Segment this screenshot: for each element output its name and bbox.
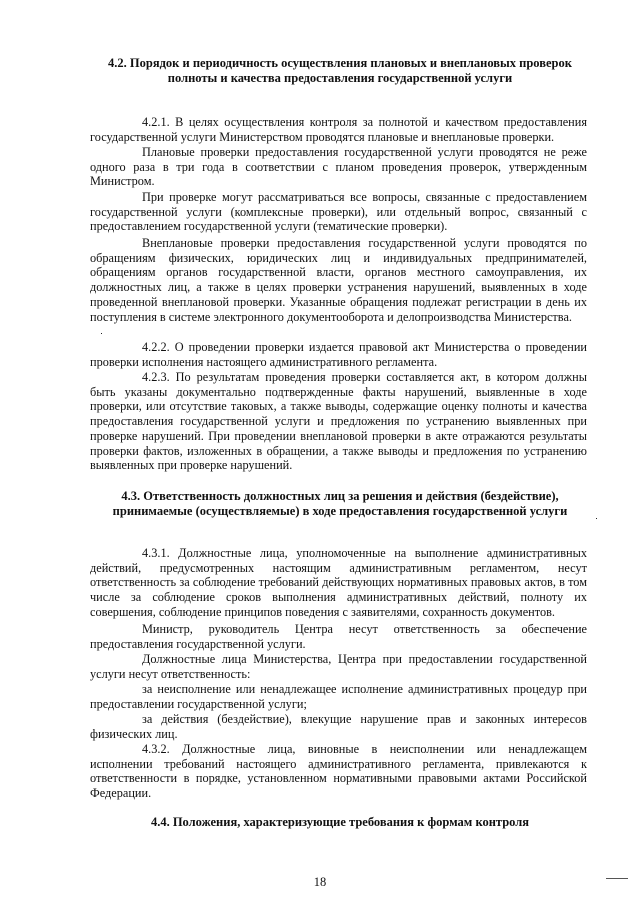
section-4-3-title: 4.3. Ответственность должностных лиц за решения и действия (бездействие), принимаемые (осуществляемые) в ходе предоставления государственной услуги <box>112 489 568 518</box>
paragraph-4-2-2: 4.2.2. О проведении проверки издается правовой акт Министерства о проведении проверки исполнения настоящего административного регламента. <box>90 340 587 369</box>
paragraph-4-3-1: 4.3.1. Должностные лица, уполномоченные на выполнение административных действий, предусмотренных настоящим административным регламентом, несут ответственность за соблюдение требований действующих нормативных правовых актов, в том числе за соблюдение сроков выполнения административных действий, полноту их совершения, соблюдение принципов поведения с заявителями, сохранность документов. <box>90 546 587 619</box>
paragraph-4-2-3: 4.2.3. По результатам проведения проверки составляется акт, в котором должны быть указаны документально подтвержденные факты нарушений, выявленные в ходе проверки, или отсутствие таковых, а также выводы, содержащие оценку полноты и качества предоставления государственной услуги и предложения по устранению выявленных при проверке нарушений. При проведении внеплановой проверки в акте отражаются результаты проверки фактов, изложенных в обращении, а также выводы и предложения по устранению выявленных при проверке нарушений. <box>90 370 587 473</box>
paragraph-minister-responsibility: Министр, руководитель Центра несут ответственность за обеспечение предоставления государственной услуги. <box>90 622 587 651</box>
paragraph-officials-responsibility: Должностные лица Министерства, Центра при предоставлении государственной услуги несут ответственность: <box>90 652 587 681</box>
paragraph-failure-responsibility: за неисполнение или ненадлежащее исполнение административных процедур при предоставлении государственной услуги; <box>90 682 587 711</box>
page-number: 18 <box>313 875 327 889</box>
section-4-4-title: 4.4. Положения, характеризующие требования к формам контроля <box>150 815 530 829</box>
paragraph-unplanned-checks: Внеплановые проверки предоставления государственной услуги проводятся по обращениям физических, юридических лиц и индивидуальных предпринимателей, обращениям органов государственной власти, органов местного самоуправления, их должностных лиц, а также в целях проверки устранения нарушений, выявленных в ходе проведенной внеплановой проверки. Указанные обращения подлежат регистрации в день их поступления в системе электронного документооборота и делопроизводства Министерства. <box>90 236 587 324</box>
scan-speck <box>101 333 102 334</box>
section-4-2-title: 4.2. Порядок и периодичность осуществления плановых и внеплановых проверок полноты и качества предоставления государственной услуги <box>108 56 572 85</box>
scan-edge-mark <box>606 878 628 879</box>
paragraph-planned-checks: Плановые проверки предоставления государственной услуги проводятся не реже одного раза в три года в соответствии с планом проведения проверок, утвержденным Министром. <box>90 145 587 189</box>
paragraph-check-scope: При проверке могут рассматриваться все вопросы, связанные с предоставлением государственной услуги (комплексные проверки), или отдельный вопрос, связанный с предоставлением государственной услуги (тематические проверки). <box>90 190 587 234</box>
paragraph-actions-responsibility: за действия (бездействие), влекущие нарушение прав и законных интересов физических лиц. <box>90 712 587 741</box>
paragraph-4-3-2: 4.3.2. Должностные лица, виновные в неисполнении или ненадлежащем исполнении требований настоящего административного регламента, привлекаются к ответственности в порядке, установленном нормативными правовыми актами Российской Федерации. <box>90 742 587 801</box>
scan-speck <box>596 518 597 519</box>
paragraph-4-2-1: 4.2.1. В целях осуществления контроля за полнотой и качеством предоставления государственной услуги Министерством проводятся плановые и внеплановые проверки. <box>90 115 587 144</box>
